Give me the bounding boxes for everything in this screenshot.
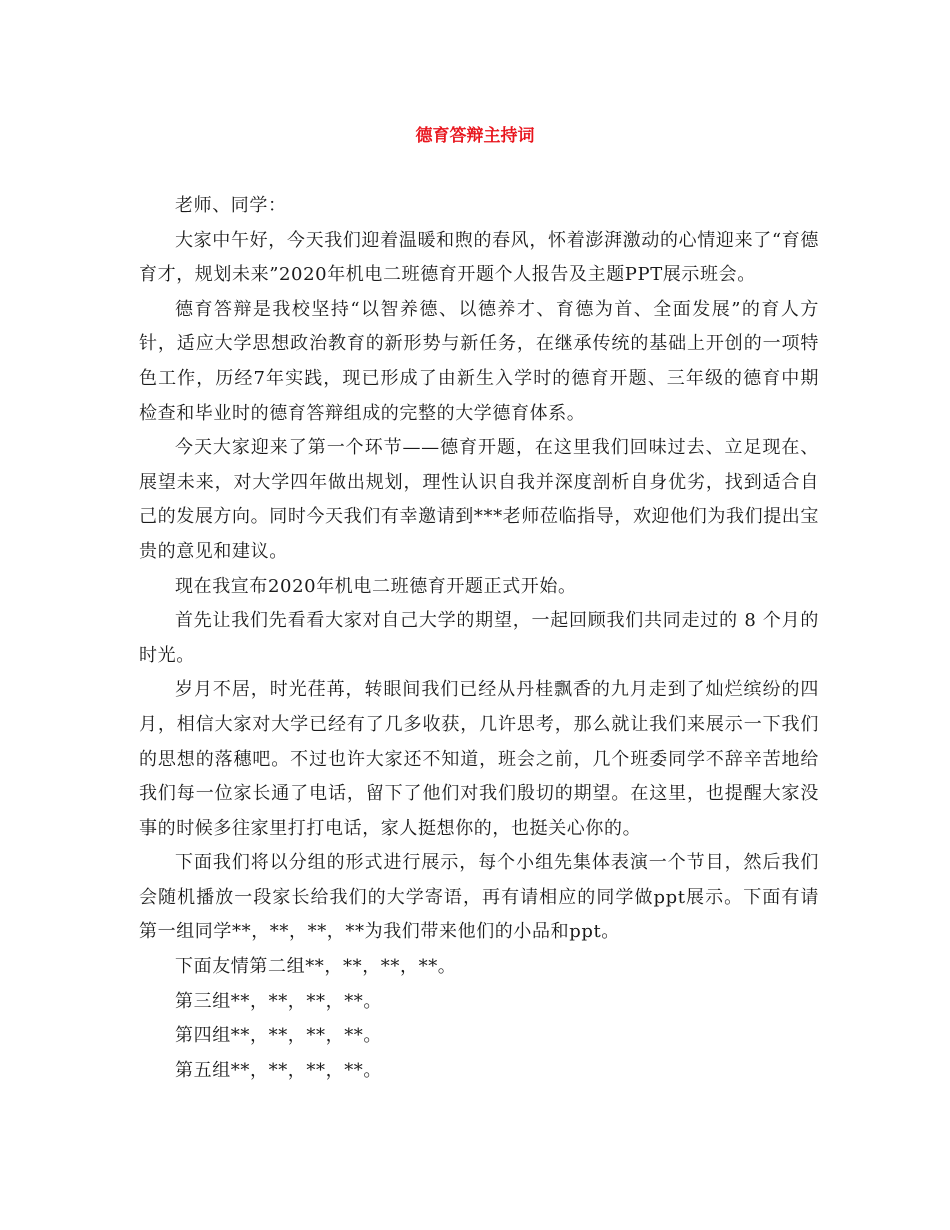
paragraph-group-two: 下面友情第二组**，**，**，**。	[175, 956, 457, 978]
paragraph-group-three: 第三组**，**，**，**。	[175, 990, 382, 1012]
paragraph-review: 首先让我们先看看大家对自己大学的期望，一起回顾我们共同走过的 8 个月的时光。	[139, 610, 819, 666]
paragraph-greeting: 大家中午好，今天我们迎着温暖和煦的春风，怀着澎湃激动的心情迎来了“育德育才，规划未来”2020年机电二班德育开题个人报告及主题PPT展示班会。	[139, 229, 819, 286]
paragraph-group-five: 第五组**，**，**，**。	[175, 1059, 382, 1081]
paragraph-announcement: 现在我宣布2020年机电二班德育开题正式开始。	[175, 575, 577, 597]
salutation: 老师、同学：	[175, 195, 287, 216]
paragraph-first-stage: 今天大家迎来了第一个环节——德育开题，在这里我们回味过去、立足现在、展望未来，对大学四年做出规划，理性认识自我并深度剖析自身优劣，找到适合自己的发展方向。同时今天我们有幸邀请到***老师莅临指导，欢迎他们为我们提出宝贵的意见和建议。	[139, 437, 819, 562]
document-body	[139, 189, 819, 1088]
paragraph-group-four: 第四组**，**，**，**。	[175, 1025, 382, 1047]
document-title: 德育答辩主持词	[415, 126, 535, 146]
paragraph-group-format: 下面我们将以分组的形式进行展示，每个小组先集体表演一个节目，然后我们会随机播放一段家长给我们的大学寄语，再有请相应的同学做ppt展示。下面有请第一组同学**，**，**，**为我们带来他们的小品和ppt。	[139, 852, 819, 943]
paragraph-reflection: 岁月不居，时光荏苒，转眼间我们已经从丹桂飘香的九月走到了灿烂缤纷的四月，相信大家对大学已经有了几多收获，几许思考，那么就让我们来展示一下我们的思想的落穗吧。不过也许大家还不知道，班会之前，几个班委同学不辞辛苦地给我们每一位家长通了电话，留下了他们对我们殷切的期望。在这里，也提醒大家没事的时候多往家里打打电话，家人挺想你的，也挺关心你的。	[139, 679, 819, 839]
paragraph-introduction: 德育答辩是我校坚持“以智养德、以德养才、育德为首、全面发展”的育人方针，适应大学思想政治教育的新形势与新任务，在继承传统的基础上开创的一项特色工作，历经7年实践，现已形成了由新生入学时的德育开题、三年级的德育中期检查和毕业时的德育答辩组成的完整的大学德育体系。	[139, 298, 819, 424]
